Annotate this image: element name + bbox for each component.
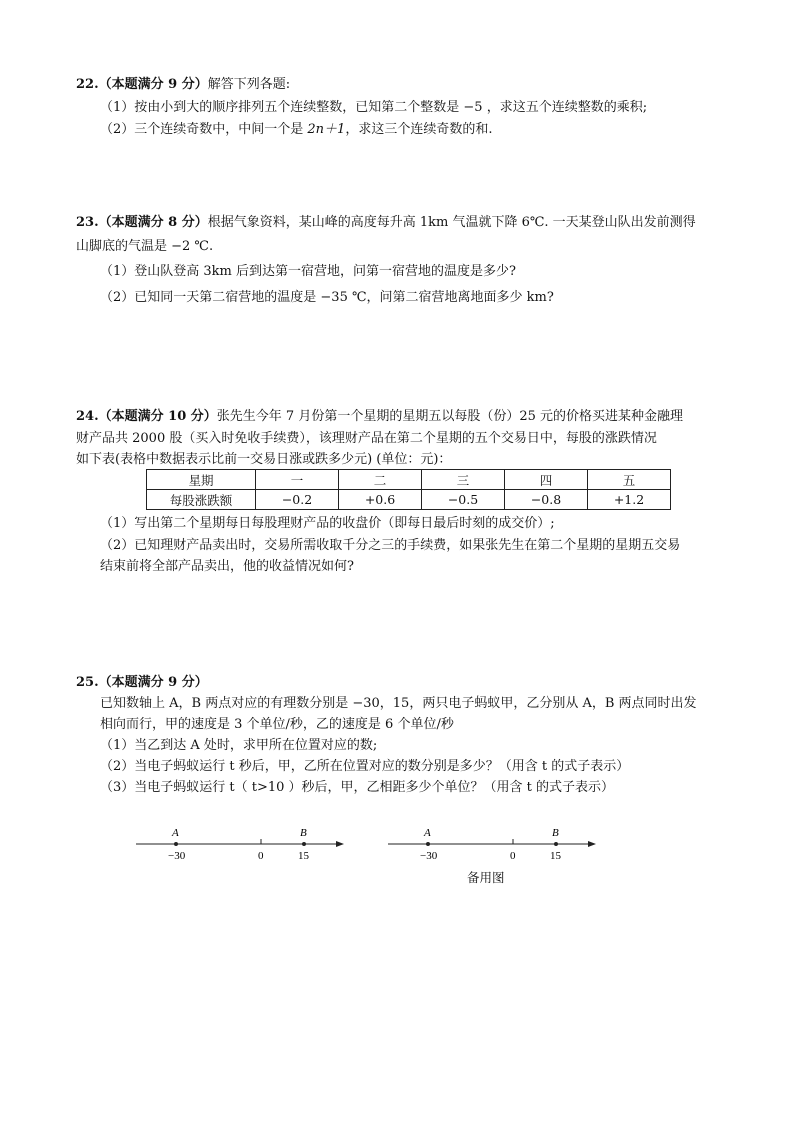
q24-part-2-line-2: 结束前将全部产品卖出，他的收益情况如何?	[100, 559, 354, 574]
table-header-row	[147, 470, 671, 490]
tick-b-label: 15	[550, 850, 561, 862]
spare-number-line	[388, 824, 608, 864]
q22-part-2-expr: 2n＋1	[307, 122, 346, 137]
q23-part-2: （2）已知同一天第二宿营地的温度是 −35 ℃，问第二宿营地离地面多少 km?	[100, 290, 554, 305]
q23-number: 23.	[76, 215, 99, 230]
q22-part-1: （1）按由小到大的顺序排列五个连续整数，已知第二个整数是 −5 ，求这五个连续整数的乘积;	[100, 100, 648, 115]
price-change-table	[146, 469, 671, 510]
q23-heading	[76, 214, 696, 232]
tick-origin-label: 0	[258, 850, 264, 862]
tick-origin-label: 0	[510, 850, 516, 862]
tick-a-label: −30	[420, 850, 438, 862]
q22-part-2	[100, 121, 492, 139]
q24-part-2-line-1: （2）已知理财产品卖出时，交易所需收取千分之三的手续费，如果张先生在第二个星期的星期五交易	[100, 538, 681, 553]
table-day-cell: 三	[422, 470, 505, 490]
number-line	[136, 824, 356, 864]
point-b-label: B	[300, 827, 307, 839]
q25-score-tag: （本题满分 9 分）	[98, 675, 208, 690]
table-value-row	[147, 490, 671, 510]
q24-number: 24.	[76, 409, 99, 424]
q25-stem-line-2: 相向而行，甲的速度是 3 个单位/秒，乙的速度是 6 个单位/秒	[100, 717, 454, 732]
point-a-dot	[426, 842, 430, 846]
q25-heading	[76, 674, 208, 692]
table-value-cell: +1.2	[588, 490, 671, 510]
q24-score-tag: （本题满分 10 分）	[98, 409, 217, 424]
q24-stem-line-1: 张先生今年 7 月份第一个星期的星期五以每股（份）25 元的价格买进某种金融理	[216, 409, 683, 424]
point-a-label: A	[424, 827, 431, 839]
q23-stem-line-1: 根据气象资料，某山峰的高度每升高 1km 气温就下降 6℃. 一天某登山队出发前测得	[207, 215, 696, 230]
point-a-dot	[174, 842, 178, 846]
q22-score-tag: （本题满分 9 分）	[98, 77, 208, 92]
q25-stem-line-1: 已知数轴上 A，B 两点对应的有理数分别是 −30，15，两只电子蚂蚁甲，乙分别从 A，B 两点同时出发	[100, 696, 697, 711]
q24-part-1: （1）写出第二个星期每日每股理财产品的收盘价（即每日最后时刻的成交价）;	[100, 516, 555, 531]
q22-intro: 解答下列各题:	[207, 77, 291, 92]
q23-score-tag: （本题满分 8 分）	[98, 215, 208, 230]
q22-number: 22.	[76, 77, 99, 92]
tick-b-label: 15	[298, 850, 309, 862]
q25-part-3: （3）当电子蚂蚁运行 t（ t>10 ）秒后，甲，乙相距多少个单位？（用含 t 的式子表示）	[100, 780, 615, 795]
q25-part-1: （1）当乙到达 A 处时，求甲所在位置对应的数;	[100, 738, 378, 753]
q25-part-2: （2）当电子蚂蚁运行 t 秒后，甲，乙所在位置对应的数分别是多少？（用含 t 的式子表示）	[100, 759, 630, 774]
q22-heading	[76, 76, 290, 94]
table-value-cell: −0.2	[256, 490, 339, 510]
table-value-cell: +0.6	[339, 490, 422, 510]
table-day-cell: 二	[339, 470, 422, 490]
q22-part-2-text-b: ，求这三个连续奇数的和.	[345, 122, 493, 137]
q24-stem-line-2: 财产品共 2000 股（买入时免收手续费），该理财产品在第二个星期的五个交易日中，每股的涨跌情况	[76, 431, 657, 446]
table-header-label: 星期	[147, 470, 256, 490]
point-b-dot	[302, 842, 306, 846]
table-day-cell: 五	[588, 470, 671, 490]
axis-arrow-icon	[336, 841, 344, 847]
axis-arrow-icon	[588, 841, 596, 847]
tick-a-label: −30	[168, 850, 186, 862]
q24-stem-line-3: 如下表(表格中数据表示比前一交易日涨或跌多少元) (单位：元)：	[76, 452, 452, 467]
point-b-label: B	[552, 827, 559, 839]
table-row-label: 每股涨跌额	[147, 490, 256, 510]
table-day-cell: 四	[505, 470, 588, 490]
q22-part-2-text-a: （2）三个连续奇数中，中间一个是	[100, 122, 308, 137]
table-value-cell: −0.5	[422, 490, 505, 510]
q25-number: 25.	[76, 675, 99, 690]
q23-stem-line-2: 山脚底的气温是 −2 ℃.	[76, 239, 214, 254]
point-b-dot	[554, 842, 558, 846]
spare-figure-caption: 备用图	[467, 870, 505, 885]
point-a-label: A	[172, 827, 179, 839]
q24-heading	[76, 408, 683, 426]
table-value-cell: −0.8	[505, 490, 588, 510]
table-day-cell: 一	[256, 470, 339, 490]
q23-part-1: （1）登山队登高 3km 后到达第一宿营地，问第一宿营地的温度是多少?	[100, 264, 516, 279]
